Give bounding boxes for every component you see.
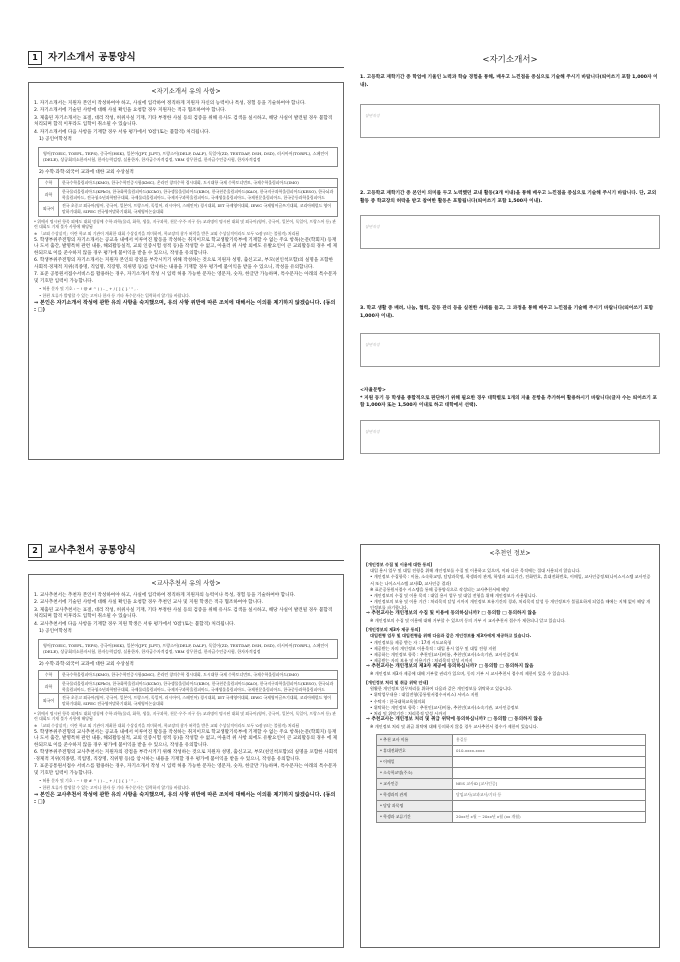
- guideline-item: 4. 교사추천서에 다음 사항을 기재할 경우 지원 학생은 서류 평가에서 '0점'(또는 불합격) 처리됩니다.: [34, 621, 236, 627]
- title-divider: [28, 67, 344, 68]
- special-chars-note: • 허용 문자 및 기호 : ~ ! @ # ^ ( ) - _ + / [ ] { } ' " , .: [39, 778, 139, 784]
- category-content: 한국물리올림피아드(KPhO), 한국화학올림피아드(KChO), 한국생물올림피아드(KBO), 한국천문올림피아드(KAO), 한국지구과학올림피아드(KESO), 한국뇌과학올림피아드, 전국청소년과학탐구대회, 국제물리올림피아드, 국제지구과학올림피아드, 국제생물올림피아드, 국제천문올림피아드, 한국중등과학올림피아드: [59, 188, 338, 202]
- teacher-name-field[interactable]: 홍길동: [453, 735, 646, 746]
- school-field[interactable]: [453, 768, 646, 779]
- table-row: [39, 671, 338, 680]
- language-exam-list: 영어(TOEIC, TOEFL, TEPS), 중국어(HSK), 일본어(JPT, JLPT), 프랑스어(DELF, DALF), 독일어(ZD, TESTDAF, DSH, DSD), 러시아어(TORFL), 스페인어(DELE), 상공회의소한자시험, 한자능력검정, 실용한자, 한자급수자격검정, YBM 상무한검, 한자급수인증시험, 한자자격검정: [38, 147, 338, 167]
- self-intro-guidelines: [28, 82, 344, 460]
- essay-form: [360, 55, 660, 454]
- guideline-item: 3. 제출된 자기소개서는 표절, 대리 작성, 허위사실 기재, 기타 부정한 사실 등의 검증을 위해 유사도 검색을 실시하고, 해당 사실이 발견될 경우 불합격 처리되며 합격 이후라도 입학이 취소될 수 있습니다.: [34, 115, 333, 128]
- period-field[interactable]: 20xx년 x월 ~ 20xx년 x월 (xx 개월): [453, 812, 646, 823]
- essay-question-1: 1. 고등학교 재학기간 중 학업에 기울인 노력과 학습 경험을 통해, 배우고 느낀점을 중심으로 기술해 주시기 바랍니다(띄어쓰기 포함 1,000자 이내).: [360, 75, 658, 89]
- guideline-item: 2. 자기소개서에 기술된 사항에 대해 사실 확인을 요청할 경우 지원자는 적극 협조하여야 합니다.: [34, 108, 226, 114]
- privacy-line: • 개인정보를 제공 받는 자 : 17개 시도교육청: [370, 639, 452, 645]
- category-head: 수학: [39, 671, 59, 680]
- recommendation-guidelines: [28, 574, 344, 948]
- special-chars-note: • 허용 문자 및 기호 : ~ ! @ # ^ ( ) - _ + / [ ] { } ' " , .: [39, 286, 139, 292]
- guideline-subitem: 2) 수학·과학·외국어 교과에 대한 교외 수상실적: [39, 661, 134, 667]
- guideline-item: 1. 교사추천서는 추천자 본인이 작성하여야 하고, 사실에 입각하여 정직하게 지원자의 능력이나 특성, 경험 등을 기술하여야 합니다.: [34, 592, 296, 598]
- guideline-item: 4. 자기소개서에 다음 사항을 기재할 경우 서류 평가에서 '0점'(또는 불합격) 처리됩니다.: [34, 129, 210, 135]
- privacy-intro: 원활한 개인정보 업무처리를 위하여 다음과 같은 개인정보를 위탁하고 있습니다.: [370, 686, 513, 692]
- privacy-line: • 위탁하는 개인정보 항목 : 추천인(교사)이름, 추천인(교사)소속기관, 교사인증정보: [370, 704, 519, 710]
- table-row: [39, 680, 338, 694]
- small-note: ※ 「교외 수상실적」이란 학교 외 기관이 개최한 대회 수상실적을 의미하며, 학교장의 참가 허락을 받은 교외 수상실적이라도 모두 '0점'(또는 불합격) 처리됨: [34, 231, 300, 237]
- table-row: [39, 694, 338, 708]
- answer-placeholder: 답변작성: [365, 224, 380, 230]
- category-content: 한국물리올림피아드(KPhO), 한국화학올림피아드(KChO), 한국생물올림피아드(KBO), 한국천문올림피아드(KAO), 한국지구과학올림피아드(KESO), 한국뇌과학올림피아드, 전국청소년과학탐구대회, 국제물리올림피아드, 국제지구과학올림피아드, 국제생물올림피아드, 국제천문올림피아드, 한국중등과학올림피아드: [59, 680, 338, 694]
- form-row: [377, 779, 646, 790]
- category-content: 한국수학올림피아드(KMO), 한국수학인증시험(KMC), 온라인 창의수학 경시대회, 도시대항 국제 수학토너먼트, 국제수학올림피아드(IMO): [59, 671, 338, 680]
- extra-answer[interactable]: [360, 420, 660, 454]
- form-row: [377, 812, 646, 823]
- guideline-item: 5. 학생부위주전형의 자기소개서는 공교육 내에서 이루어진 활동을 작성하는 취지이므로 학교생활기록부에 기재할 수 없는 주요 항목(논문(학회지) 등재나 도서 출간, 발명특허 관련 내용, 해외활동실적, 교외 인증시험 성적 등)을 작성할 수 없고, 아울러 위 사항 외에도 유발요인이 큰 교외활동의 경우 에 제한되므로 이를 준수하지 않을 경우 평가에 불이익을 받을 수 있으니, 작성을 유의합니다.: [34, 237, 338, 256]
- category-head: 과학: [39, 680, 59, 694]
- privacy-note: ※ 개인정보의 수집 및 이용에 대해 거부할 수 있으며 동의 거부 시 교사추천서 접수가 제한되니 알고 있습니다.: [370, 618, 566, 624]
- privacy-section-head: [개인정보 처리 및 취급 위탁 안내]: [366, 680, 429, 686]
- privacy-note: ※ 개인정보 제3자 제공에 대해 거부할 권리가 있으며, 동의 거부 시 교사추천서 접수의 제한이 있을 수 있습니다.: [370, 670, 570, 676]
- form-row: [377, 757, 646, 768]
- guideline-item: 3. 제출된 교사추천서는 표절, 대리 작성, 허위사실 기재, 기타 부정한 사실 등의 검증을 위해 유사도 검색을 실시하고, 해당 사실이 발견될 경우 불합격 처리되며 합격 이후라도 입학이 취소될 수 있습니다.: [34, 607, 333, 620]
- consent-outsourcing[interactable]: ⇒ 추천교사는 개인정보 처리 및 취급 위탁에 동의하십니까? □ 동의함 □ 동의하지 않음: [366, 716, 543, 722]
- essay-question-2: 2. 고등학교 재학기간 중 본인이 의미를 두고 노력했던 교내 활동(3개 이내)을 통해 배우고 느낀점을 중심으로 기술해 주시기 바랍니다. 단, 교외 활동 중 학교장의 허락을 받고 참여한 활동은 포함됩니다(띄어쓰기 포함 1,500자 이내).: [360, 190, 657, 204]
- privacy-line: ※ 표준공통원서접수 시스템을 통해 공통양식으로 작성되는 교사추천서에 해당: [370, 586, 510, 592]
- hanja-note: • 한편 오류가 발생할 수 있는 고어나 한자 등 기타 특수문자는 입력하지 않기를 바랍니다.: [39, 293, 191, 298]
- category-head: 수학: [39, 179, 59, 188]
- guideline-item: 5. 학생부위주전형의 교사추천서는 공교육 내에서 이루어진 활동을 작성하는 취지이므로 학교생활기록부에 기재할 수 없는 주요 항목(논문(학회지) 등재나 도서 출간, 발명특허 관련 내용, 해외활동실적, 교외 인증시험 성적 등)을 작성할 수 없고, 아울러 위 사항 외에도 유발요인이 큰 교외활동의 경우 에 제한되므로 이를 준수하지 않을 경우 평가에 불이익을 받을 수 있으니, 작성을 유의합니다.: [34, 729, 338, 748]
- privacy-line: • 개인정보 수집항목 : 이름, 소속학교명, 담당과목명, 학생과의 관계, 학생과 교류기간, 전화번호, 휴대전화번호, 이메일, 교사인증정보(나이스시스템 교사인증서 또는 나이스시스템 교사ID, 교사인증 결과): [370, 574, 651, 586]
- essay-title: <자기소개서>: [482, 55, 538, 65]
- guideline-item: 1. 자기소개서는 지원자 본인이 작성하여야 하고, 사실에 입각하여 정직하게 지원자 자신의 능력이나 특성, 경험 등을 기술하여야 합니다.: [34, 100, 306, 106]
- extra-question-text: * 지원 동기 등 학생을 종합적으로 판단하기 위해 필요한 경우 대학별로 1개의 자율 문항을 추가하여 활용하시기 바랍니다(글자 수는 띄어쓰기 포함 1,000자 또는 1,500자 이내로 하고 대학에서 선택).: [360, 395, 657, 409]
- form-label: * 학생과 교류기간: [377, 812, 453, 823]
- form-label: * 소속학교명(주소): [377, 768, 453, 779]
- section-title-row: [28, 543, 136, 559]
- category-head: 과학: [39, 188, 59, 202]
- section-title: 자기소개서 공통양식: [48, 51, 136, 63]
- answer-placeholder: 답변작성: [365, 112, 380, 118]
- award-category-table: [38, 670, 338, 708]
- consent-collection[interactable]: ⇒ 추천교사는 개인정보의 수집 및 이용에 동의하십니까? □ 동의함 □ 동의하지 않음: [366, 611, 537, 617]
- privacy-line: • 수탁자 : 한국대학교육협의회: [370, 698, 426, 704]
- recommender-info: [360, 544, 660, 948]
- section-self-intro: [0, 0, 680, 480]
- category-content: 전국 초중고 외국어(영어, 중국어, 일본어, 프랑스어, 독일어, 러시아어, 스페인어) 경시대회, IET 국제영어대회, IEWC 국제영어글쓰기대회, 코리아헤럴드 영어말하기대회, SIFEC 전국영어말하기대회, 국제영어논술대회: [59, 694, 338, 708]
- form-label: * 휴대전화번호: [377, 746, 453, 757]
- form-label: * 교사인증: [377, 779, 453, 790]
- privacy-section-head: [개인정보 수집 및 이용에 대한 동의]: [366, 562, 433, 568]
- privacy-line: • 개인정보의 수집 및 이용 목적 : 대입 용시 업무 및 대입 전형을 위해 개인정보가 사용됩니다.: [370, 592, 537, 598]
- essay-answer-3[interactable]: [360, 333, 660, 367]
- table-row: [39, 179, 338, 188]
- relationship-field[interactable]: 담임교사/교과교사/기타 등: [453, 790, 646, 801]
- essay-answer-2[interactable]: [360, 215, 660, 249]
- privacy-line: • 개인정보의 보유 및 이용 기간 : 처리목적 달성 시까지 개인정보 보유기간의 경과, 처리목적 달성 등 개인정보가 불필요하게 되었을 때에는 지체 없이 해당 개인정보를 파기합니다.: [370, 598, 651, 611]
- small-note: * 위에서 명시된 항목 외에도 대회 명칭에 수학·과학(물리, 화학, 생물, 지구과학, 천문·우주·지구 등) 교과명이 명시된 대회 및 외국어(영어, 중국어, 일본어, 독일어, 프랑스어 등) 관련 대회도 기재 불가 사항에 해당됨: [34, 710, 336, 722]
- privacy-section-head: [개인정보의 제3자 제공 동의]: [366, 627, 421, 633]
- consent-third-party[interactable]: ⇒ 추천교사는 개인정보의 제3자 제공에 동의하십니까? □ 동의함 □ 동의하지 않음: [366, 664, 534, 670]
- email-field[interactable]: [453, 757, 646, 768]
- section-teacher-recommendation: [0, 538, 680, 962]
- recommender-info-title: <추천인 정보>: [489, 550, 531, 557]
- agreement-statement: ⇒ 본인은 교사추천서 작성에 관한 유의 사항을 숙지했으며, 유의 사항 위반에 따른 조치에 대해서는 이의를 제기하지 않겠습니다. (동의 : □): [34, 791, 336, 805]
- title-divider: [28, 560, 344, 561]
- small-note: ※ 「교외 수상실적」이란 학교 외 기관이 개최한 대회 수상실적을 의미하며, 학교장의 참가 허락을 받은 교외 수상실적이라도 모두 '0점'(또는 불합격) 처리됨: [34, 723, 300, 729]
- guidelines-title: <교사추천서 유의 사항>: [151, 580, 221, 587]
- section-title-row: [28, 50, 136, 66]
- essay-question-3: 3. 학교 생활 중 배려, 나눔, 협력, 갈등 관리 등을 실천한 사례를 들고, 그 과정을 통해 배우고 느낀점을 기술해 주시기 바랍니다(띄어쓰기 포함 1,000자 이내).: [360, 306, 654, 320]
- privacy-intro: 대입전형 업무 및 대입전형을 위해 다음과 같은 개인정보를 제3자에게 제공하고 있습니다.: [370, 633, 532, 639]
- award-category-table: [38, 178, 338, 216]
- category-content: 한국수학올림피아드(KMO), 한국수학인증시험(KMC), 온라인 창의수학 경시대회, 도시대항 국제 수학토너먼트, 국제수학올림피아드(IMO): [59, 179, 338, 188]
- privacy-line: • 제공받는 자의 개인정보 이용목적 : 대입 용시 업무 및 대입 전형 지원: [370, 645, 497, 651]
- guideline-item: 6. 학생부위주전형의 자기소개서는 지원자 본인의 강점을 부각시키기 위해 작성하는 것으로 지원자 성명, 출신고교, 부모(친인척포함)의 실명을 포함한 사회적·경제적 지위(직종명, 직업명, 직장명, 직위명 등)를 암시하는 내용을 기재할 경우 평가에 불이익을 받을 수 있으니, 작성을 유의합니다.: [34, 258, 334, 270]
- form-row: [377, 801, 646, 812]
- privacy-intro: 대입 용시 업무 및 대입 전형을 위해 개인정보를 수집 및 이용하고 있으며, 이와 다른 목적에는 절대 사용되지 않습니다.: [370, 568, 581, 574]
- essay-answer-1[interactable]: [360, 104, 660, 138]
- agreement-statement: ⇒ 본인은 자기소개서 작성에 관한 유의 사항을 숙지했으며, 유의 사항 위반에 따른 조치에 대해서는 이의를 제기하지 않겠습니다. (동의 : □): [34, 299, 336, 313]
- guideline-subitem: 1) 공인어학성적: [39, 629, 72, 635]
- recommender-form: [376, 734, 646, 823]
- privacy-line: • 제공하는 개인정보 항목 : 추천인(교사)이름, 추천인(교사)소속기관, 교사인증정보: [370, 651, 519, 657]
- form-label: * 이메일: [377, 757, 453, 768]
- phone-field[interactable]: 010-xxxx-xxxx: [453, 746, 646, 757]
- guideline-item: 6. 학생부위주전형의 교사추천서는 지원자의 강점을 부각시키기 위해 작성하는 것으로 지원자 성명, 출신고교, 부모(친인척포함)의 실명을 포함한 사회적·경제적 지위(직종명, 직업명, 직장명, 직위명 등)를 암시하는 내용을 기재할 경우 평가에 불이익을 받을 수 있으니, 작성을 유의합니다.: [34, 750, 338, 762]
- privacy-line: • 위탁업무내용 : 대입전형(공통원서접수서비스) 서비스 지원: [370, 692, 479, 698]
- answer-placeholder: 답변작성: [365, 429, 380, 435]
- form-row: [377, 768, 646, 779]
- answer-placeholder: 답변작성: [365, 341, 380, 347]
- extra-question-title: <자율문항>: [360, 387, 386, 393]
- privacy-note: ※ 개인정보 처리 및 취급 위탁에 대해 동의하지 않을 경우 교사추천서 접수가 제한이 있습니다.: [370, 723, 538, 729]
- form-row: [377, 746, 646, 757]
- category-head: 외국어: [39, 694, 59, 708]
- section-number: 2: [28, 544, 42, 558]
- guideline-item: 7. 표준 공통원서접수서비스를 활용하는 경우, 자기소개서 작성 시 입력 허용 가능한 문자는 영문자, 숫자, 한글만 가능하며, 특수문자는 아래의 특수문자 및 기호만 입력이 가능합니다.: [34, 272, 337, 284]
- form-label: * 학생과의 관계: [377, 790, 453, 801]
- guideline-item: 7. 표준공통원서접수 서비스를 활용하는 경우, 자기소개서 작성 시 입력 허용 가능한 문자는 영문자, 숫자, 한글만 가능하며, 특수문자는 아래의 특수문자 및 기호만 입력이 가능합니다.: [34, 764, 337, 776]
- language-exam-list: 영어(TOEIC, TOEFL, TEPS), 중국어(HSK), 일본어(JPT, JLPT), 프랑스어(DELF, DALF), 독일어(ZD, TESTDAF, DSH, DSD), 러시아어(TORFL), 스페인어(DELE), 상공회의소한자시험, 한자능력검정, 실용한자, 한자급수자격검정, YBM 상무한검, 한자급수인증시험, 한자자격검정: [38, 639, 338, 659]
- privacy-line: • 제공받는 자의 보유 및 이용기간 : 처리목적 달성 시까지: [370, 657, 473, 663]
- guideline-subitem: 2) 수학·과학·외국어 교과에 대한 교외 수상실적: [39, 169, 134, 175]
- privacy-line: • 처리 및 위탁기간 : 처리목적 달성 시까지: [370, 710, 447, 716]
- section-number: 1: [28, 51, 42, 65]
- category-head: 외국어: [39, 202, 59, 216]
- guideline-subitem: 1) 공인어학성적: [39, 137, 72, 143]
- hanja-note: • 한편 오류가 발생할 수 있는 고어나 한자 등 기타 특수문자는 입력하지 않기를 바랍니다.: [39, 785, 191, 790]
- section-title: 교사추천서 공통양식: [48, 544, 136, 556]
- form-label: * 추천 교사 이름: [377, 735, 453, 746]
- small-note: * 위에서 명시된 항목 외에도 대회 명칭에 수학·과학(물리, 화학, 생물, 지구과학, 천문·우주·지구 등) 교과명이 명시된 대회 및 외국어(영어, 중국어, 일본어, 독일어, 프랑스어 등) 관련 대회도 기재 불가 사항에 해당됨: [34, 218, 336, 230]
- guideline-item: 2. 교사추천서에 기술된 사항에 대해 사실 확인을 요청할 경우 추천인 교사 및 지원 학생은 적극 협조하여야 합니다.: [34, 600, 263, 606]
- subject-field[interactable]: [453, 801, 646, 812]
- table-row: [39, 202, 338, 216]
- category-content: 전국 초중고 외국어(영어, 중국어, 일본어, 프랑스어, 독일어, 러시아어, 스페인어) 경시대회, IET 국제영어대회, IEWC 국제영어글쓰기대회, 코리아헤럴드 영어말하기대회, SIFEC 전국영어말하기대회, 국제영어논술대회: [59, 202, 338, 216]
- form-row: [377, 790, 646, 801]
- guidelines-title: <자기소개서 유의 사항>: [151, 88, 221, 95]
- table-row: [39, 188, 338, 202]
- form-label: * 담당 과목명: [377, 801, 453, 812]
- form-row: [377, 735, 646, 746]
- teacher-auth-field[interactable]: NEIS 교사ID [교사인증]: [453, 779, 646, 790]
